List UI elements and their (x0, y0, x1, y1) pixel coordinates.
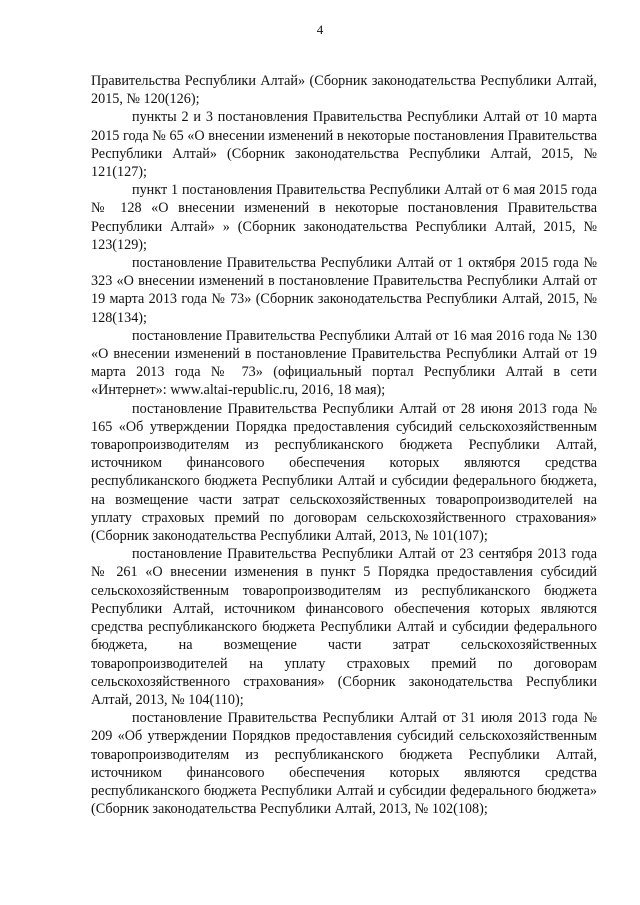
paragraph-item: постановление Правительства Республики Алтай от 1 октября 2015 года № 323 «О внесении изменений в постановление Правительства Республики Алтай от 19 марта 2013 года № 73» (Сборник законодательства Республики Алтай, 2015, № 128(134); (91, 255, 597, 326)
paragraph-item: пункты 2 и 3 постановления Правительства Республики Алтай от 10 марта 2015 года № 65 «О внесении изменений в некоторые постановления Правительства Республики Алтай» (Сборник законодательства Республики Алтай, 2015, № 121(127); (91, 109, 597, 181)
paragraph-item: постановление Правительства Республики Алтай от 28 июня 2013 года № 165 «Об утверждении Порядка предоставления субсидий сельскохозяйственным товаропроизводителям из республиканского бюджета Республики Алтай, источником финансового обеспечения которых являются средства республиканского бюджета Республики Алтай и субсидии федерального бюджета, на возмещение части затрат сельскохозяйственных товаропроизводителей на уплату страховых премий по договорам сельскохозяйственного страхования» (Сборник законодательства Республики Алтай, 2013, № 101(107); (91, 400, 597, 545)
paragraph-item: постановление Правительства Республики Алтай от 31 июля 2013 года № 209 «Об утверждении Порядков предоставления субсидий сельскохозяйственным товаропроизводителям из республиканского бюджета Республики Алтай, источником финансового обеспечения которых являются средства республиканского бюджета Республики Алтай и субсидии федерального бюджета» (Сборник законодательства Республики Алтай, 2013, № 102(108); (91, 710, 597, 818)
paragraph-continuation: Правительства Республики Алтай» (Сборник законодательства Республики Алтай, 2015, № 120(126); (91, 73, 597, 108)
page-number: 4 (316, 22, 324, 37)
paragraph-item: постановление Правительства Республики Алтай от 23 сентября 2013 года № 261 «О внесении изменения в пункт 5 Порядка предоставления субсидий сельскохозяйственным товаропроизводителям из республиканского бюджета Республики Алтай, источником финансового обеспечения которых являются средства республиканского бюджета Республики Алтай и субсидии федерального бюджета, на возмещение части затрат сельскохозяйственных товаропроизводителей на уплату страховых премий по договорам сельскохозяйственного страхования» (Сборник законодательства Республики Алтай, 2013, № 104(110); (91, 546, 597, 708)
paragraph-item: пункт 1 постановления Правительства Республики Алтай от 6 мая 2015 года № 128 «О внесении изменений в некоторые постановления Правительства Республики Алтай» » (Сборник законодательства Республики Алтай, 2015, № 123(129); (91, 182, 597, 253)
paragraph-item: постановление Правительства Республики Алтай от 16 мая 2016 года № 130 «О внесении изменений в постановление Правительства Республики Алтай от 19 марта 2013 года № 73» (официальный портал Республики Алтай в сети «Интернет»: www.altai-republic.ru, 2016, 18 мая); (91, 327, 597, 399)
document-body (91, 72, 597, 818)
